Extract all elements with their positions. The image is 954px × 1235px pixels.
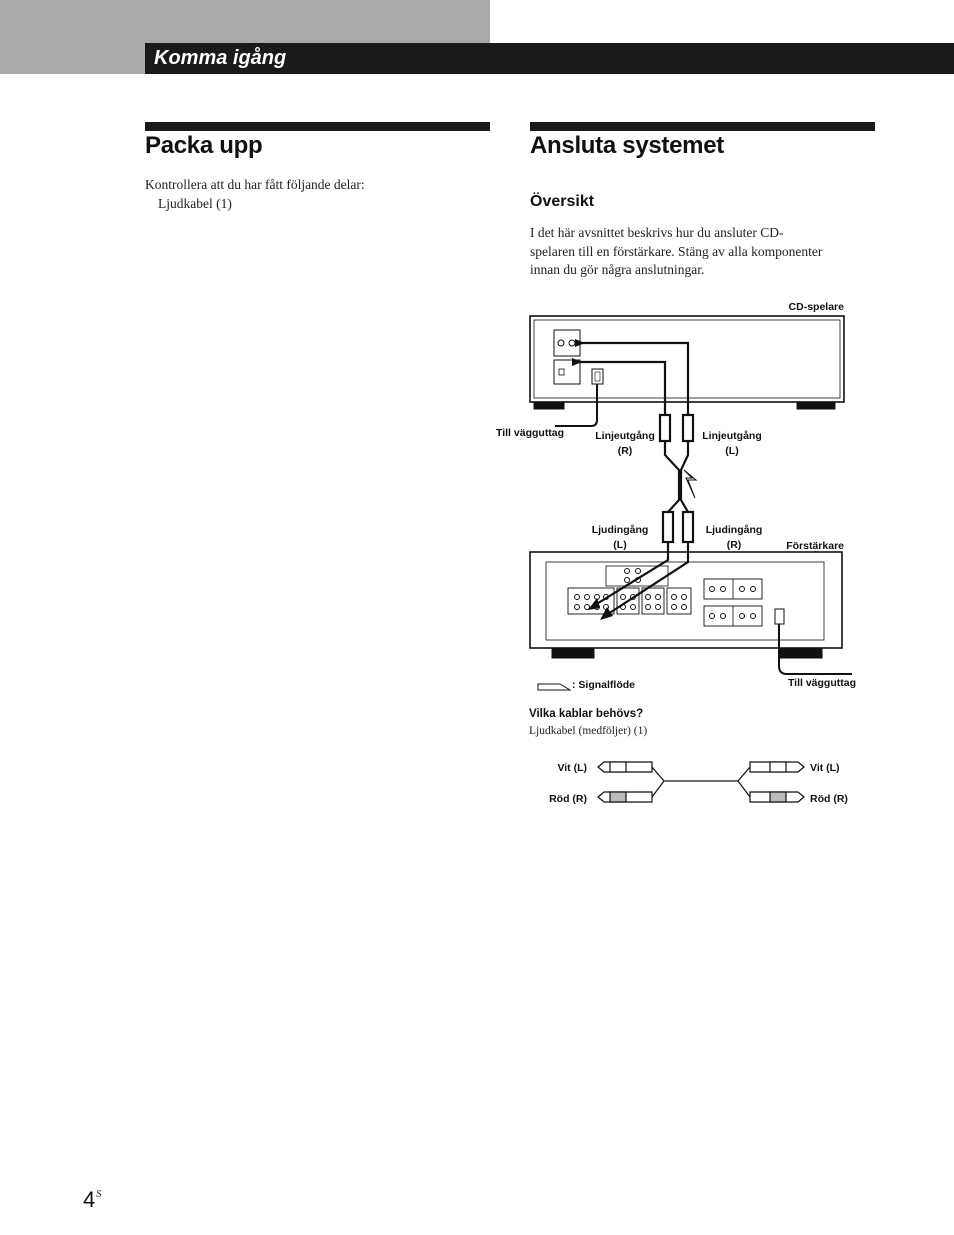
- overview-line-3: innan du gör några anslutningar.: [530, 262, 705, 277]
- cables-question: Vilka kablar behövs?: [529, 708, 644, 720]
- label-line-out-r: Linjeutgång: [595, 430, 655, 442]
- section-title: Komma igång: [154, 47, 287, 69]
- label-line-out-l: Linjeutgång: [702, 430, 762, 442]
- cable-red-left: Röd (R): [549, 793, 587, 805]
- packing-intro: Kontrollera att du har fått följande delar:: [145, 177, 365, 192]
- label-line-out-l-channel: (L): [725, 445, 739, 457]
- cable-white-right: Vit (L): [810, 762, 840, 774]
- label-line-out-r-channel: (R): [617, 445, 633, 457]
- overview-line-2: spelaren till en förstärkare. Stäng av alla komponenter: [530, 244, 823, 259]
- label-wall-outlet-left: Till vägguttag: [496, 427, 565, 439]
- label-audio-in-r-channel: (R): [726, 539, 742, 551]
- label-wall-outlet-right: Till vägguttag: [787, 677, 856, 689]
- cables-item: Ljudkabel (medföljer) (1): [529, 725, 648, 737]
- page-number: [83, 1187, 101, 1213]
- label-audio-in-l-channel: (L): [613, 539, 627, 551]
- overview-line-1: I det här avsnittet beskrivs hur du ansluter CD-: [530, 225, 784, 240]
- page-number-suffix: S: [96, 1189, 102, 1200]
- label-amplifier: Förstärkare: [786, 540, 844, 552]
- label-audio-in-l: Ljudingång: [591, 524, 649, 536]
- label-cd-player: CD-spelare: [788, 301, 844, 313]
- connect-heading: Ansluta systemet: [530, 132, 724, 159]
- cable-red-right: Röd (R): [810, 793, 848, 805]
- page-number-value: 4: [83, 1187, 96, 1212]
- packing-heading: Packa upp: [145, 132, 263, 159]
- label-audio-in-r: Ljudingång: [705, 524, 763, 536]
- label-signal-flow: : Signalflöde: [572, 679, 635, 691]
- packing-item: Ljudkabel (1): [158, 196, 232, 211]
- cable-white-left: Vit (L): [557, 762, 587, 774]
- overview-subheading: Översikt: [530, 193, 595, 210]
